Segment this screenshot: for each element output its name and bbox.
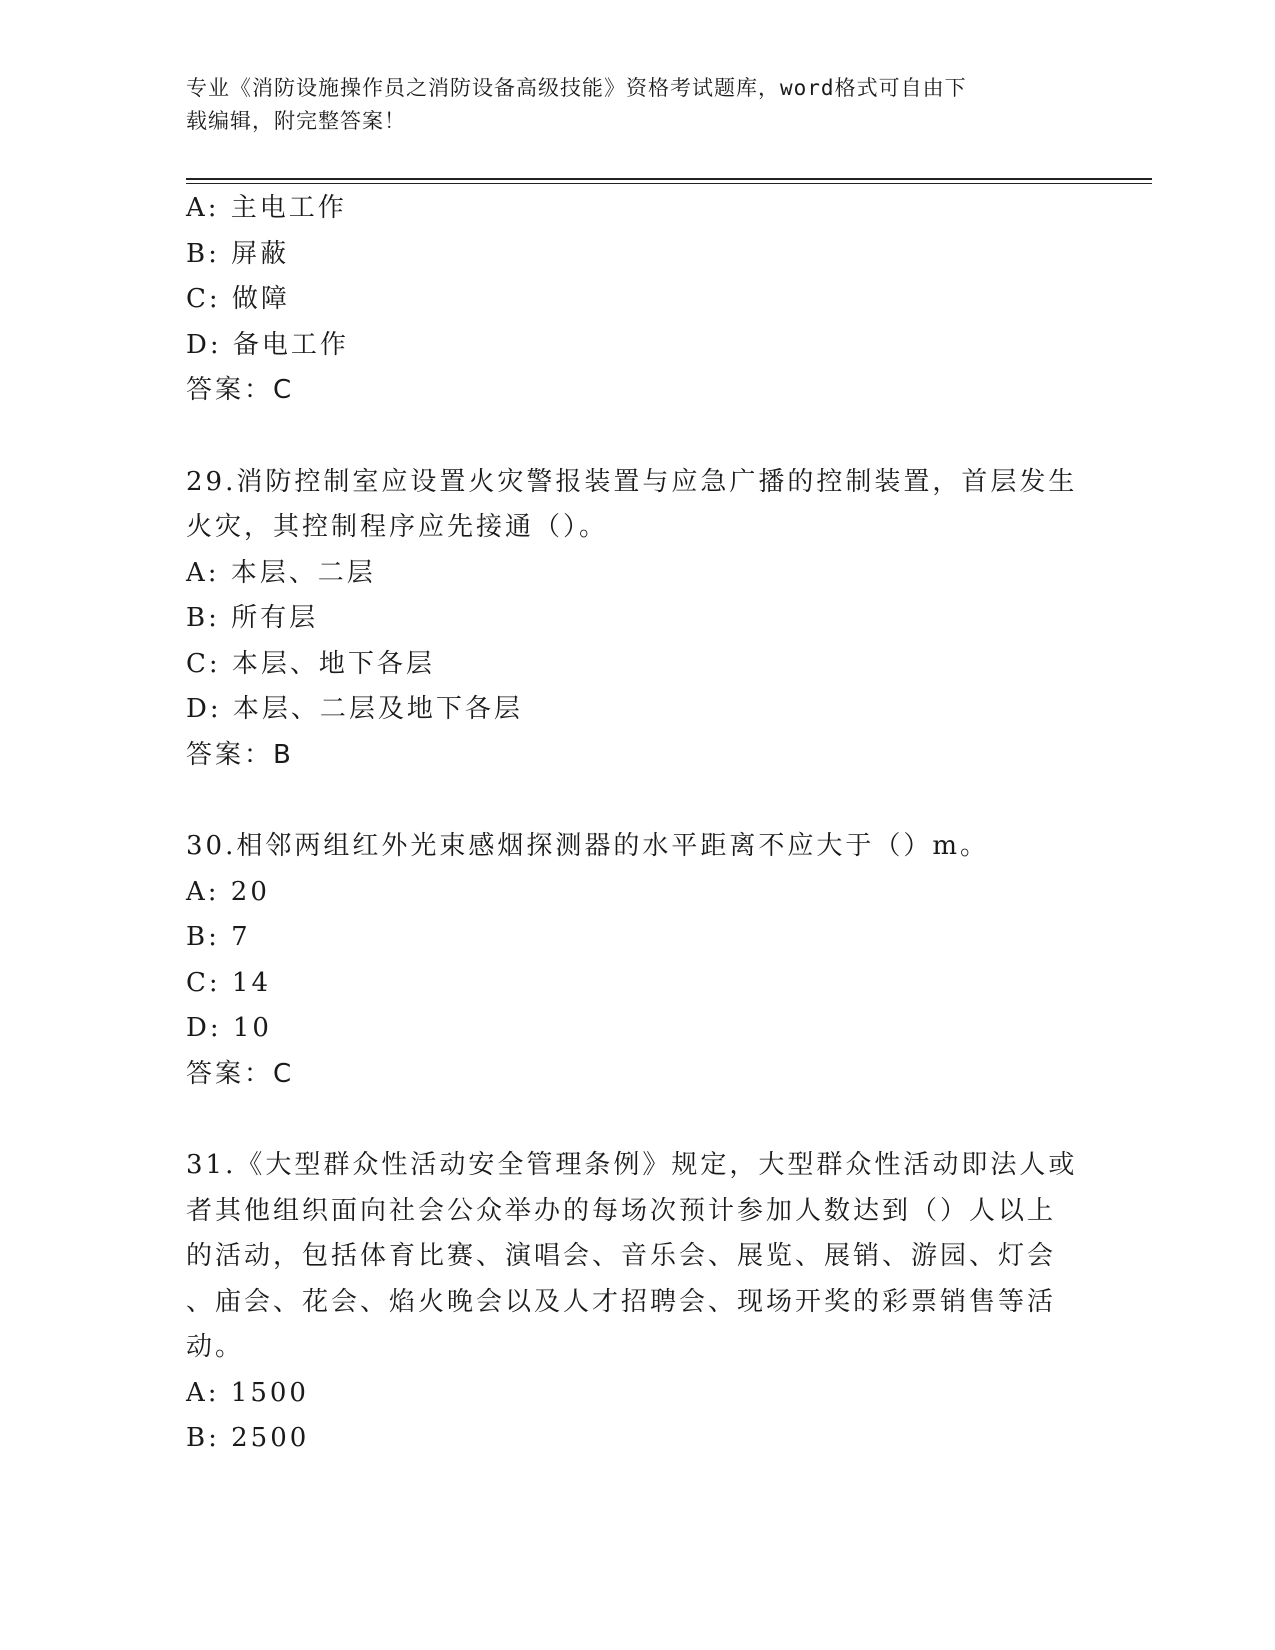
question-text-line: 29.消防控制室应设置火灾警报装置与应急广播的控制装置，首层发生	[186, 466, 1078, 497]
answer: 答案：B	[186, 739, 294, 770]
option-a: A: 本层、二层	[186, 557, 376, 588]
option-b: B: 2500	[186, 1423, 310, 1453]
option-b: B: 屏蔽	[186, 238, 290, 269]
document-header	[186, 72, 1066, 138]
question-text-line: 31.《大型群众性活动安全管理条例》规定，大型群众性活动即法人或	[186, 1150, 1078, 1180]
question-text-line: 、庙会、花会、焰火晚会以及人才招聘会、现场开奖的彩票销售等活	[186, 1286, 1057, 1317]
question-text-line: 火灾，其控制程序应先接通（）。	[186, 512, 609, 542]
option-b: B: 7	[186, 922, 251, 952]
question-text-line: 的活动，包括体育比赛、演唱会、音乐会、展览、展销、游园、灯会	[186, 1241, 1057, 1271]
document-body	[186, 186, 1086, 1462]
option-d: D: 本层、二层及地下各层	[186, 694, 523, 724]
question-text-line: 动。	[186, 1332, 245, 1362]
header-divider-thick	[186, 178, 1152, 180]
option-d: D: 10	[186, 1013, 272, 1043]
question-text-line: 者其他组织面向社会公众举办的每场次预计参加人数达到（）人以上	[186, 1195, 1057, 1226]
header-line-2: 载编辑，附完整答案！	[186, 109, 406, 133]
option-c: C: 做障	[186, 284, 290, 314]
answer: 答案：C	[186, 1058, 295, 1089]
option-a: A: 20	[186, 876, 270, 907]
question-text-line: 30.相邻两组红外光束感烟探测器的水平距离不应大于（）m。	[186, 831, 990, 861]
answer: 答案：C	[186, 375, 295, 405]
header-line-1: 专业《消防设施操作员之消防设备高级技能》资格考试题库，word格式可自由下	[186, 76, 967, 100]
question-29	[186, 460, 1086, 779]
question-31	[186, 1143, 1086, 1462]
question-30	[186, 824, 1086, 1097]
option-b: B: 所有层	[186, 603, 319, 633]
option-a: A: 主电工作	[186, 193, 347, 223]
option-c: C: 14	[186, 967, 272, 998]
option-c: C: 本层、地下各层	[186, 648, 435, 679]
option-a: A: 1500	[186, 1377, 309, 1408]
option-d: D: 备电工作	[186, 329, 349, 360]
question-28-remainder	[186, 186, 1086, 414]
header-divider-thin	[186, 183, 1152, 184]
